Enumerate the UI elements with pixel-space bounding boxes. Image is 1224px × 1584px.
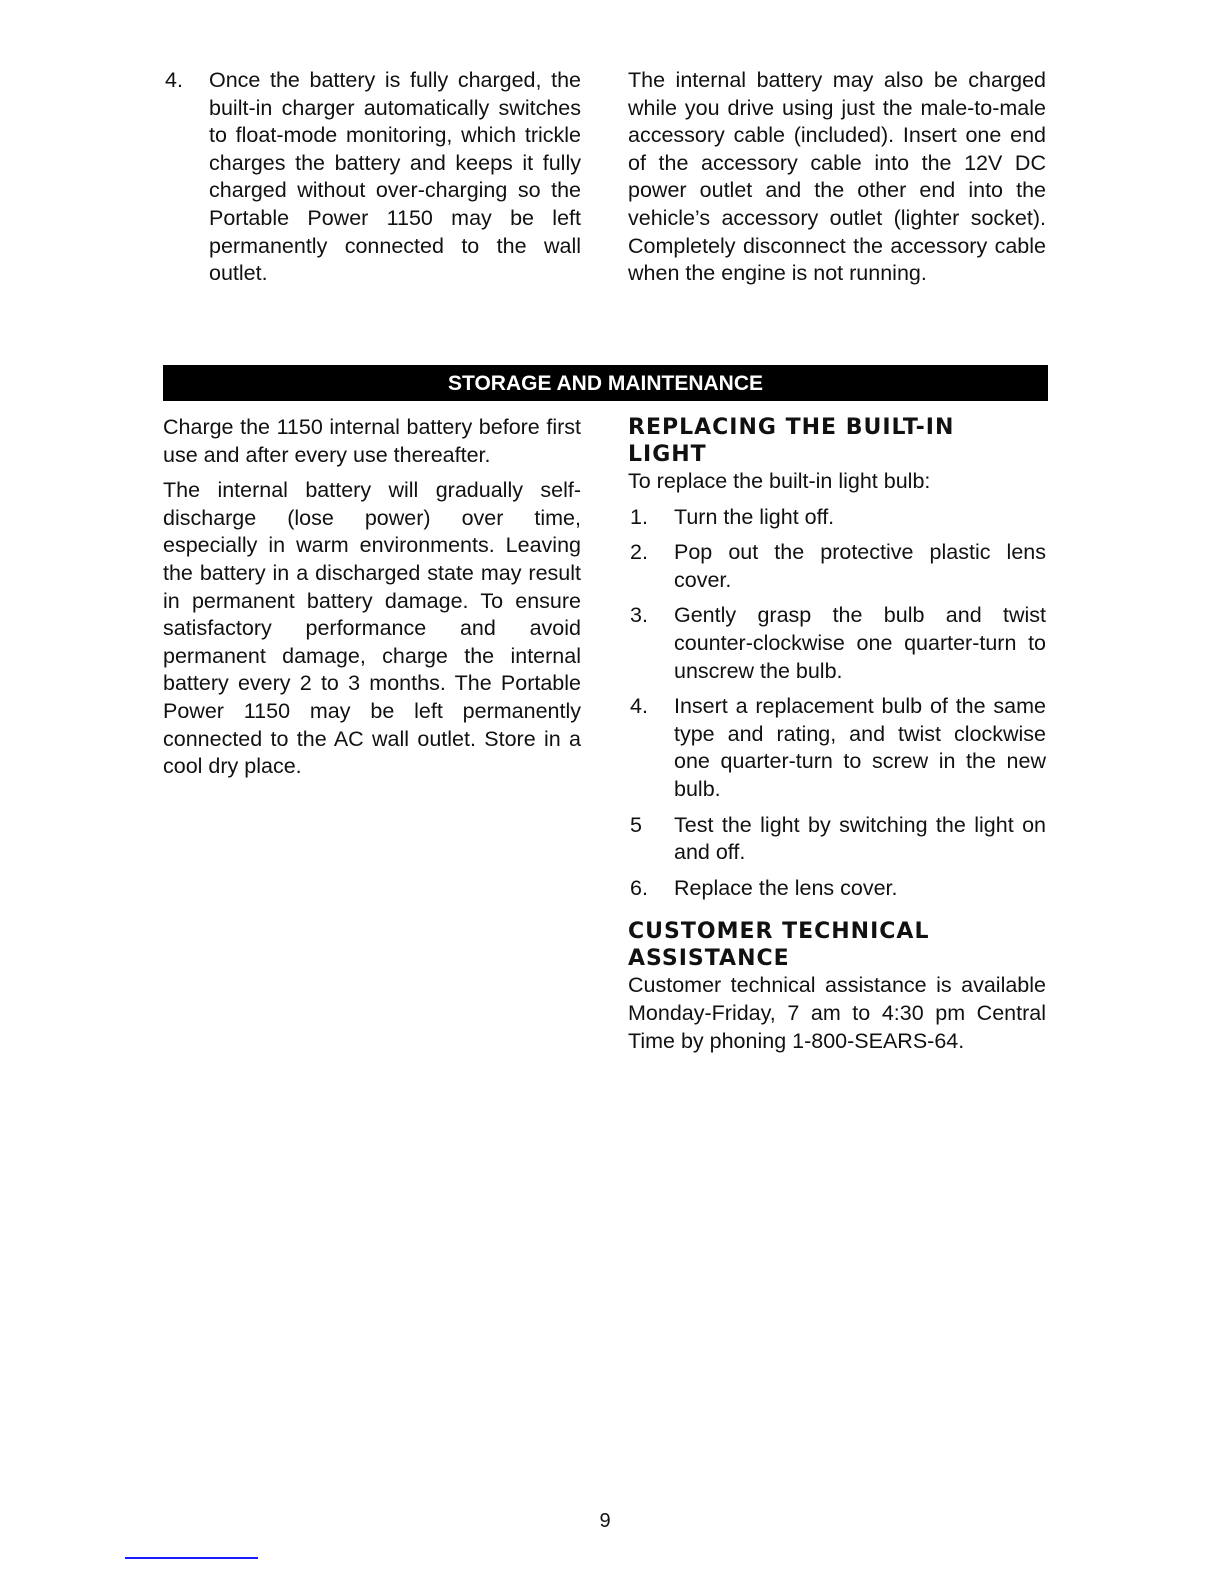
- step-text: Gently grasp the bulb and twist counter-clockwise one quarter-turn to unscrew the bulb.: [674, 603, 1046, 683]
- replacing-heading: REPLACING THE BUILT-IN LIGHT: [628, 415, 955, 467]
- step-text: Replace the lens cover.: [674, 875, 898, 900]
- list-item: [628, 539, 1046, 594]
- page-number: 9: [599, 1510, 611, 1532]
- list-item: [628, 812, 1046, 867]
- step-number: 5: [630, 812, 642, 837]
- step-text: Once the battery is fully charged, the built-in charger automatically switches to float-mode monitoring, which trickle charges the battery and keeps it fully charged without over-charging so the Portable Power 1150 may be left permanently connected to the wall outlet.: [209, 68, 581, 286]
- step-number: 4.: [630, 694, 648, 719]
- step-text: Test the light by switching the light on and off.: [674, 812, 1046, 865]
- intro: To replace the built-in light bulb:: [628, 469, 931, 493]
- list-item: [628, 693, 1046, 803]
- step-number: 2.: [630, 540, 648, 565]
- footer-divider: [125, 1557, 258, 1559]
- step-number: 6.: [630, 875, 648, 900]
- assistance-heading: CUSTOMER TECHNICAL ASSISTANCE: [628, 919, 930, 972]
- steps-list: [628, 504, 1046, 903]
- list-item: [163, 67, 581, 288]
- vehicle-charging-paragraph: [628, 67, 1046, 288]
- step-number: 3.: [630, 603, 648, 628]
- right-column: [628, 414, 1046, 1055]
- assistance-text: Customer technical assistance is available Monday-Friday, 7 am to 4:30 pm Central Time by phoning 1-800-SEARS-64.: [628, 973, 1046, 1053]
- list-item: [628, 875, 1046, 903]
- paragraph: The internal battery will gradually self-discharge (lose power) over time, especially in warm environments. Leaving the battery in a discharged state may result in permanent battery damage. To ensure satisfactory performance and avoid permanent damage, charge the internal battery every 2 to 3 months. The Portable Power 1150 may be left permanently connected to the AC wall outlet. Store in a cool dry place.: [163, 478, 581, 779]
- step-text: Turn the light off.: [674, 504, 835, 529]
- step-number: 1.: [630, 504, 648, 529]
- storage-text: [163, 414, 581, 781]
- step-text: Insert a replacement bulb of the same type and rating, and twist clockwise one quarter-turn to screw in the new bulb.: [674, 694, 1046, 801]
- list-item: [628, 504, 1046, 532]
- step-text: Pop out the protective plastic lens cover.: [674, 540, 1046, 592]
- step-number: 4.: [165, 68, 183, 92]
- paragraph: The internal battery may also be charged while you drive using just the male-to-male accessory cable (included). Insert one end of the accessory cable into the 12V DC power outlet and the other end into the vehicle’s accessory outlet (lighter socket). Completely disconnect the accessory cable when the engine is not running.: [628, 68, 1046, 286]
- paragraph: Charge the 1150 internal battery before first use and after every use thereafter.: [163, 415, 581, 467]
- step-4-block: [163, 67, 581, 296]
- list-item: [628, 602, 1046, 685]
- section-header: STORAGE AND MAINTENANCE: [163, 365, 1048, 401]
